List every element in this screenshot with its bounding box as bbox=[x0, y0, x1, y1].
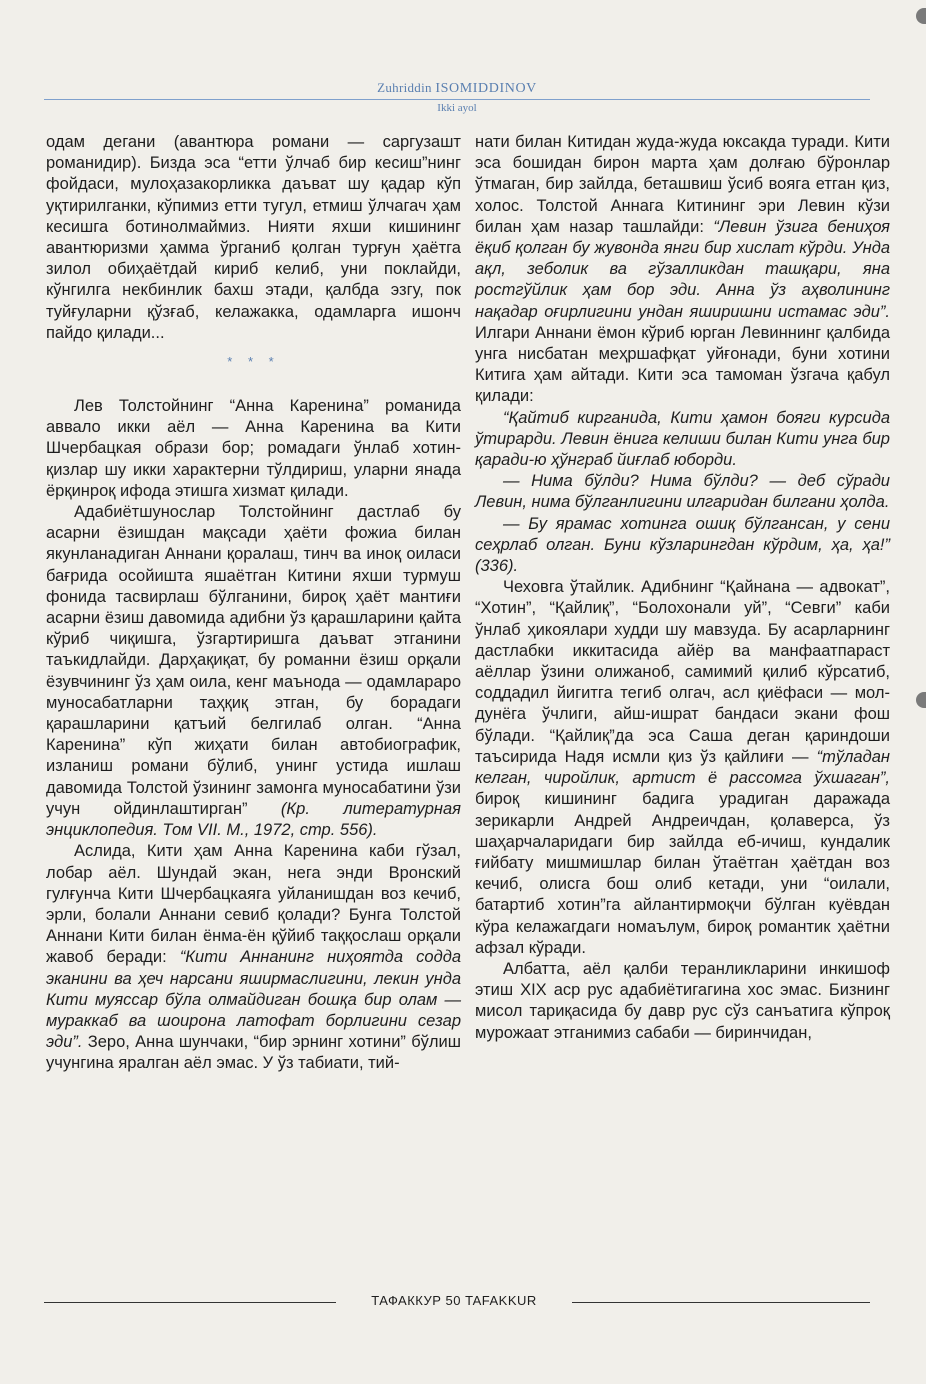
header-article-title: Ikki ayol bbox=[437, 102, 477, 114]
text-run: Аслида, Кити ҳам Анна Каренина каби гўзал, лобар аёл. Шундай экан, нега энди Вронский гулғунча Кити Шчербацкаяга уйланишдан воз кечиб, эрли, болали Аннани севиб қолади? Бунга Толстой Аннани Кити билан ёнма-ён қўйиб таққослаш орқали жавоб беради: bbox=[46, 842, 461, 967]
author-first-name: Zuhriddin bbox=[377, 80, 432, 95]
page-footer bbox=[44, 1292, 870, 1312]
header-author bbox=[44, 80, 870, 97]
text-run: Чеховга ўтайлик. Адибнинг “Қайнана — адвокат”, “Хотин”, “Қайлиқ”, “Болохонали уй”, “Севги” каби ўнлаб ҳикоялари худди шу мавзуда. Бу асарларнинг дастлабки иккитасида айёр ва манфаатпараст аёллар ўзини олижаноб, самимий қилиб кўрсатиб, соддадил йигитга тегиб олгач, асл қиёфаси — мол-дунёга ўчлиги, айш-ишрат бандаси экани фош бўлади. “Қайлиқ”да эса Саша деган қариндоши таъсирида Надя исмли қиз ўз қайлиғи — bbox=[475, 578, 890, 766]
paragraph bbox=[46, 841, 461, 1074]
text-run: Илгари Аннани ёмон кўриб юрган Левиннинг қалбида унга нисбатан меҳршафқат уйғонади, буни хотини Китига ҳам айтади. Кити эса тамоман ўзгача қабул қилади: bbox=[475, 323, 890, 406]
spacer bbox=[46, 376, 461, 396]
quote-paragraph: “Қайтиб кирганида, Кити ҳамон бояги курсида ўтирарди. Левин ёнига келиши билан Кити унга бир қаради-ю ҳўнграб йиғлаб юборди. bbox=[475, 408, 890, 470]
header-rule bbox=[44, 99, 870, 100]
paragraph bbox=[46, 502, 461, 841]
quote: “тўладан келган, чиройлик, артист ё рассомга ўхшаган”, bbox=[475, 747, 890, 788]
paragraph bbox=[475, 577, 890, 959]
quote-paragraph: — Нима бўлди? Нима бўлди? — деб сўради Левин, нима бўлганлигини илгаридан билгани ҳолда. bbox=[475, 472, 890, 512]
binding-hole bbox=[916, 692, 926, 708]
citation: (Кр. литературная энциклопедия. Том VII. М., 1972, стр. 556). bbox=[46, 799, 461, 840]
author-last-name: ISOMIDDINOV bbox=[435, 81, 537, 96]
footer-rule-left bbox=[44, 1302, 336, 1303]
text-run: бироқ кишининг бадига урадиган даражада зерикарли Андрей Андреичдан, қолаверса, ўз шаҳарчаларидаги бир зайлда еб-ичиш, кундалик ғийбату мишмишлар билан ўтаётган ҳаётдан воз кечиб, олисга бош олиб кетади, уни “оилали, батартиб хотин”га айлантирмоқчи бўлган куёвдан кўра келажагдаги номаълум, бироқ романтик ҳаётни афзал кўради. bbox=[475, 790, 890, 957]
section-separator: * * * bbox=[227, 354, 280, 370]
paragraph bbox=[475, 132, 890, 408]
quote: “Кити Аннанинг ниҳоятда содда эканини ва ҳеч нарсани яширмаслигини, лекин унда Кити муяссар бўла олмайдиган бошқа бир олам — мураккаб ва шоирона латофат борлигини сезар эди”. bbox=[46, 948, 462, 1052]
quote: “Левин ўзига бениҳоя ёқиб қолган бу жувонда янги бир хислат кўрди. Унда ақл, зеболик ва гўзалликдан ташқари, яна ростгўйлик ҳам бор эди. Анна ўз аҳволининг нақадар оғирлигини ундан яширишни истамас эди”. bbox=[475, 217, 890, 321]
quote-paragraph: — Бу ярамас хотинга ошиқ бўлгансан, у сени сеҳрлаб олган. Буни кўзларингдан кўрдим, ҳа, ҳа!” (336). bbox=[475, 514, 890, 576]
paragraph: Лев Толстойнинг “Анна Каренина” романида аввало икки аёл — Анна Каренина ва Кити Шчербацкая образи бор; ромадаги ўнлаб хотин-қизлар шу икки характерни тўлдириш, уларни янада ёрқинроқ ифода этишга хизмат қилади. bbox=[46, 397, 461, 500]
binding-hole bbox=[916, 8, 926, 24]
text-run: Адабиётшунослар Толстойнинг дастлаб бу асарни ёзишдан мақсади ҳаёти фожиа билан якунланадиган Аннани қоралаш, тинч ва иноқ оиласи бағрида осойишта яшаётган Китини яхши турмуш фонида тасвирлаш бўлганини, бироқ ҳаёт мантиғи асарни ёзиш давомида адибни ўз қарашларини қайта кўриб чиқишга, ўзгартиришга даъват этганини таъкидлайди. Дарҳақиқат, бу романни ёзиш орқали ёзувчининг ўз ҳам оила, кенг маънода — одамлараро муносабатларни таҳқиқ этган, бу борадаги қарашларини қатъий белгилаб олган. “Анна Каренина” кўп жиҳати билан автобиографик, изланиш романи бўлиб, унинг устида ишлаш давомида Толстой ўзининг замонга муносабатини ўзи учун ойдинлаштирган” bbox=[46, 503, 461, 818]
footer-rule-right bbox=[572, 1302, 870, 1303]
paragraph: Албатта, аёл қалби теранликларини инкишоф этиш XIX аср рус адабиётигагина хос эмас. Бизнинг мисол тариқасида бу давр рус сўз санъатига кўпроқ мурожаат этганимиз сабаби — биринчидан, bbox=[475, 959, 890, 1042]
text-run: нати билан Китидан жуда-жуда юксакда туради. Кити эса бошидан бирон марта ҳам долғаю бўронлар ўтмаган, бир зайлда, беташвиш ўсиб вояга етган қиз, холос. Толстой Аннага Китининг эри Левин кўзи билан ҳам назар ташлайди: bbox=[475, 133, 890, 236]
text-run: Зеро, Анна шунчаки, “бир эрнинг хотини” бўлиш учунгина яралган аёл эмас. У ўз табиати, тий- bbox=[46, 1033, 461, 1073]
paragraph: одам дегани (авантюра романи — саргузашт романидир). Бизда эса “етти ўлчаб бир кесиш”нинг фойдаси, мулоҳазакорликка даъват шу қадар кўп уқтирилганки, кўпимиз етти тугул, етмиш ўлчагач ҳам кесишга ботинолмаймиз. Нияти яхши кишининг авантюризми ҳамма ўрганиб қолган турғун ҳаётга зилол обиҳаётдай кириб келиб, уни поклайди, кўнгилга некбинлик бахш этади, қалбда эзгу, пок туйғуларни қўзғаб, келажакка, одамларга ишонч пайдо қилади... bbox=[46, 133, 461, 342]
right-column bbox=[475, 132, 890, 1044]
footer-page-number: ТАФАККУР 50 TAFAKKUR bbox=[371, 1293, 537, 1308]
left-column bbox=[46, 132, 461, 1075]
